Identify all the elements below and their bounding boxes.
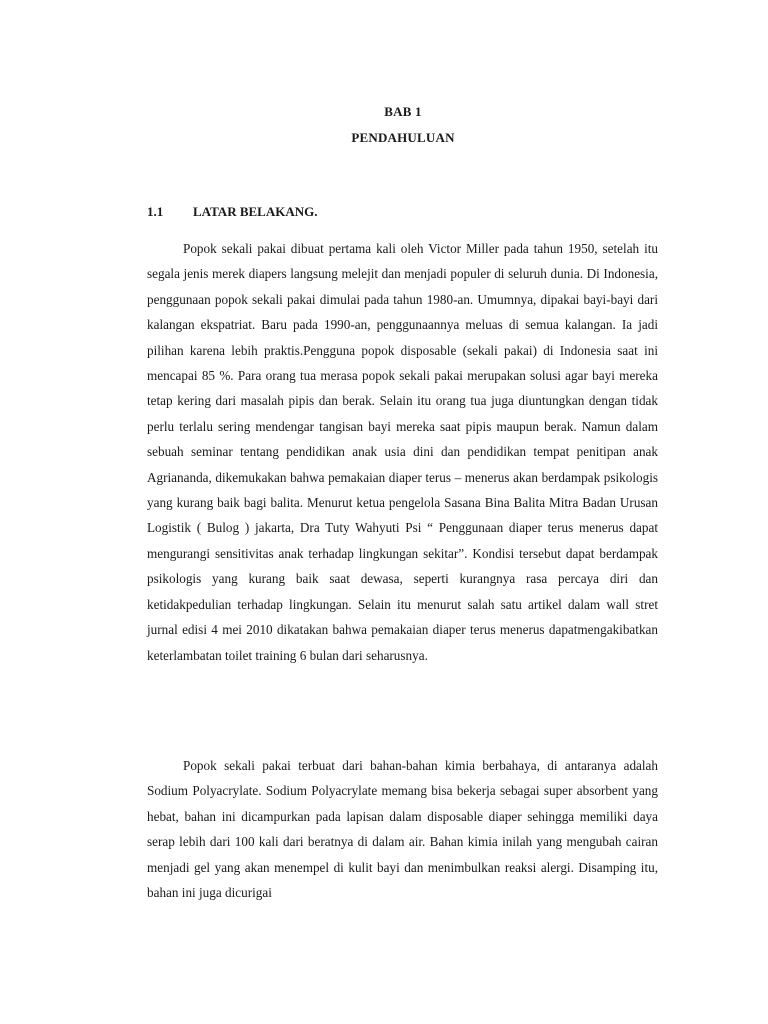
- section-heading: [147, 204, 317, 220]
- chapter-number: BAB 1: [384, 104, 422, 119]
- body-paragraph: Popok sekali pakai dibuat pertama kali oleh Victor Miller pada tahun 1950, setelah itu segala jenis merek diapers langsung melejit dan menjadi populer di seluruh dunia. Di Indonesia, penggunaan popok sekali pakai dimulai pada tahun 1980-an. Umumnya, dipakai bayi-bayi dari kalangan ekspatriat. Baru pada 1990-an, penggunaannya meluas di semua kalangan. Ia jadi pilihan karena lebih praktis.Pengguna popok disposable (sekali pakai) di Indonesia saat ini mencapai 85 %. Para orang tua merasa popok sekali pakai merupakan solusi agar bayi mereka tetap kering dari masalah pipis dan berak. Selain itu orang tua juga diuntungkan dengan tidak perlu terlalu sering mendengar tangisan bayi mereka saat pipis maupun berak. Namun dalam sebuah seminar tentang pendidikan anak usia dini dan pendidikan tempat penitipan anak Agriananda, dikemukakan bahwa pemakaian diaper terus – menerus akan berdampak psikologis yang kurang baik bagi balita. Menurut ketua pengelola Sasana Bina Balita Mitra Badan Urusan Logistik ( Bulog ) jakarta, Dra Tuty Wahyuti Psi “ Penggunaan diaper terus menerus dapat mengurangi sensitivitas anak terhadap lingkungan sekitar”. Kondisi tersebut dapat berdampak psikologis yang kurang baik saat dewasa, seperti kurangnya rasa percaya diri dan ketidakpedulian terhadap lingkungan. Selain itu menurut salah satu artikel dalam wall stret jurnal edisi 4 mei 2010 dikatakan bahwa pemakaian diaper terus menerus dapatmengakibatkan keterlambatan toilet training 6 bulan dari seharusnya.: [147, 241, 658, 663]
- body-paragraph: Popok sekali pakai terbuat dari bahan-bahan kimia berbahaya, di antaranya adalah Sodium Polyacrylate. Sodium Polyacrylate memang bisa bekerja sebagai super absorbent yang hebat, bahan ini dicampurkan pada lapisan dalam disposable diaper sehingga memiliki daya serap lebih dari 100 kali dari beratnya di dalam air. Bahan kimia inilah yang mengubah cairan menjadi gel yang akan menempel di kulit bayi dan menimbulkan reaksi alergi. Disamping itu, bahan ini juga dicurigai: [147, 758, 658, 901]
- chapter-title: PENDAHULUAN: [351, 130, 455, 145]
- section-title: LATAR BELAKANG.: [193, 204, 318, 219]
- section-number: 1.1: [147, 204, 164, 219]
